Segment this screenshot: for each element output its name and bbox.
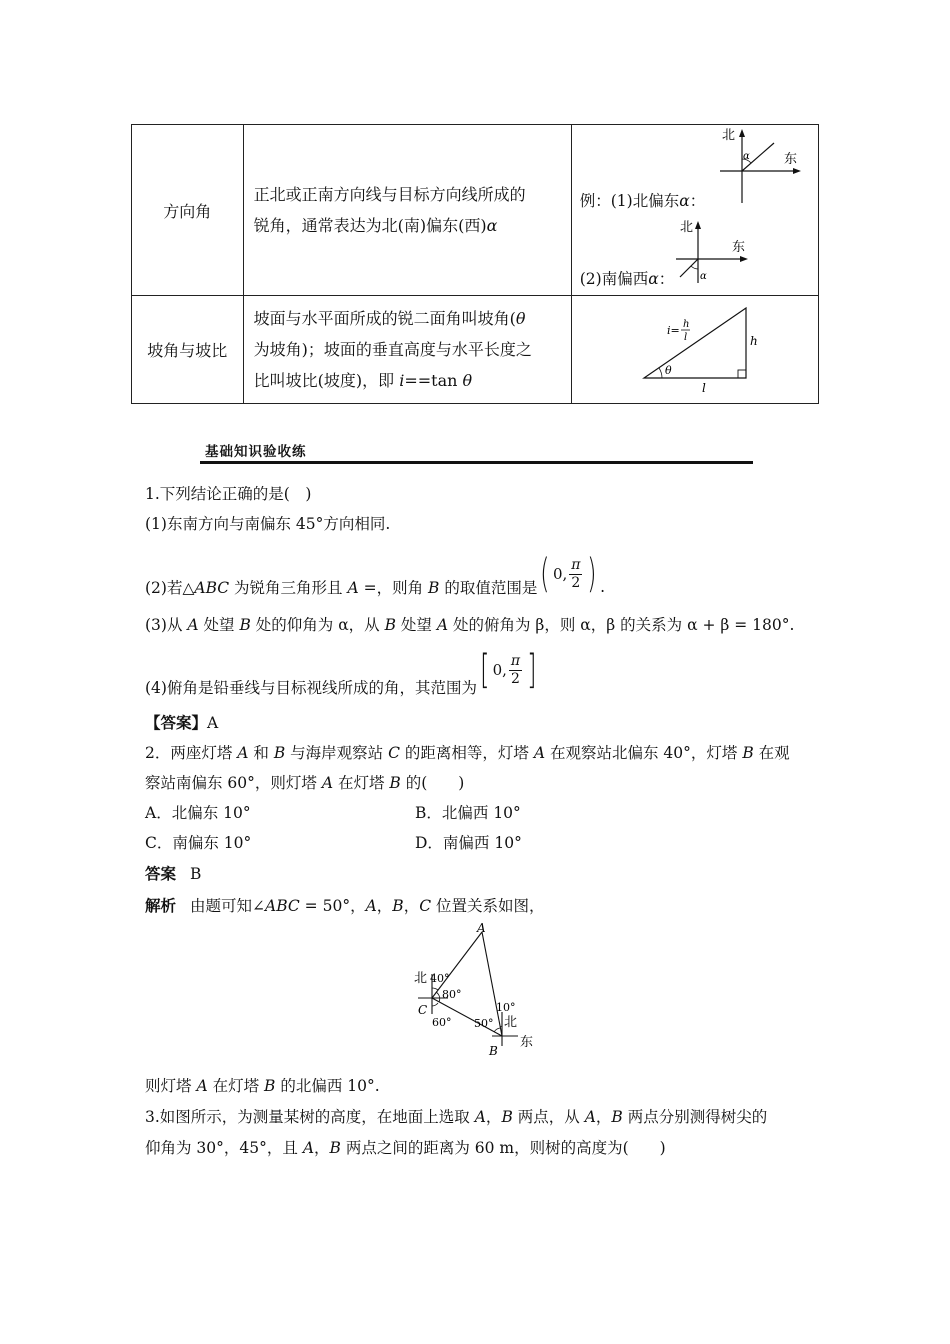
direction-angle-figure-cell [571,125,818,296]
term-slope-angle: 坡角与坡比 [132,296,244,404]
point-c-label: C [418,1003,428,1017]
lighthouse-position-diagram [410,922,545,1064]
h-label: h [749,334,758,348]
slope-figure-cell [571,296,818,404]
q2-option-b: B．北偏西 10° [415,804,521,822]
point-a-label: A [477,922,486,935]
east-label: 东 [783,152,797,167]
east-label: 东 [731,240,745,255]
point-b-label: B [489,1044,498,1058]
alpha-label: α [742,151,750,162]
north-label: 北 [414,971,428,986]
east-label: 东 [520,1035,534,1050]
knowledge-table [131,124,819,404]
north-label: 北 [504,1015,518,1030]
section-divider [200,461,753,464]
north-label: 北 [721,128,735,143]
q1-statement-4: (4)俯角是铅垂线与目标视线所成的角，其范围为 [ 0, $\frac{\pi}{2}$ ] [145,642,540,698]
angle-10-label: 10° [496,1001,516,1014]
q2-option-a: A．北偏东 10° [145,804,251,822]
q1-statement-2: (2)若△ABC 为锐角三角形且 A =，则角 B 的取值范围是 ( 0, $\frac{\pi}{2}$ ) . [145,551,606,597]
q2-option-c: C．南偏东 10° [145,834,252,852]
q2-stem-line-2: 察站南偏东 60°，则灯塔 A 在灯塔 B 的( ) [145,774,465,792]
definition-slope-angle: 坡面与水平面所成的锐二面角叫坡角(θ 为坡角)；坡面的垂直高度与水平长度之 比叫坡比(坡度)，即 i==tan θ [243,296,571,404]
closed-interval: [ 0, $\frac{\pi}{2}$ ] [480,647,537,693]
example-1-label: 例：(1)北偏东α： [579,192,706,210]
theta-label: θ [664,364,672,377]
example-2-label: (2)南偏西α： [579,270,675,288]
q2-stem-line-1: 2．两座灯塔 A 和 B 与海岸观察站 C 的距离相等，灯塔 A 在观察站北偏东 40°，灯塔 B 在观 [145,744,790,762]
angle-40-label: 40° [430,972,450,985]
north-east-compass-diagram [712,125,812,205]
open-interval: ( 0, $\frac{\pi}{2}$ ) [540,551,597,597]
angle-60-label: 60° [432,1016,452,1029]
north-label: 北 [679,220,693,235]
table-row [132,125,819,296]
slope-ratio-denominator: l [683,332,687,343]
table-row [132,296,819,404]
section-title: 基础知识验收练 [205,444,307,460]
q1-statement-1: (1)东南方向与南偏东 45°方向相同. [145,515,391,533]
q1-stem: 1.下列结论正确的是( ) [145,485,312,503]
slope-ratio-label: i= [666,324,680,337]
term-direction-angle: 方向角 [132,125,244,296]
definition-direction-angle: 正北或正南方向线与目标方向线所成的 锐角，通常表达为北(南)偏东(西)α [243,125,571,296]
q2-answer: 答案 B [145,864,202,883]
slope-triangle-diagram [632,302,772,396]
q2-option-d: D．南偏西 10° [415,834,522,852]
q2-conclusion: 则灯塔 A 在灯塔 B 的北偏西 10°. [145,1077,380,1095]
l-label: l [701,381,706,395]
q1-answer: 【答案】A [145,713,219,732]
alpha-label: α [699,271,707,282]
q2-analysis: 解析 由题可知∠ABC = 50°，A，B，C 位置关系如图， [145,896,545,915]
q1-statement-3: (3)从 A 处望 B 处的仰角为 α，从 B 处望 A 处的俯角为 β，则 α，β 的关系为 α + β = 180°. [145,616,795,634]
angle-50-label: 50° [474,1017,494,1030]
angle-80-label: 80° [442,988,462,1001]
slope-ratio-numerator: h [682,319,690,330]
south-west-compass-diagram [672,217,772,289]
q3-stem-line-1: 3.如图所示，为测量某树的高度，在地面上选取 A，B 两点，从 A，B 两点分别测得树尖的 [145,1108,768,1126]
q3-stem-line-2: 仰角为 30°，45°，且 A，B 两点之间的距离为 60 m，则树的高度为( ) [145,1139,666,1157]
